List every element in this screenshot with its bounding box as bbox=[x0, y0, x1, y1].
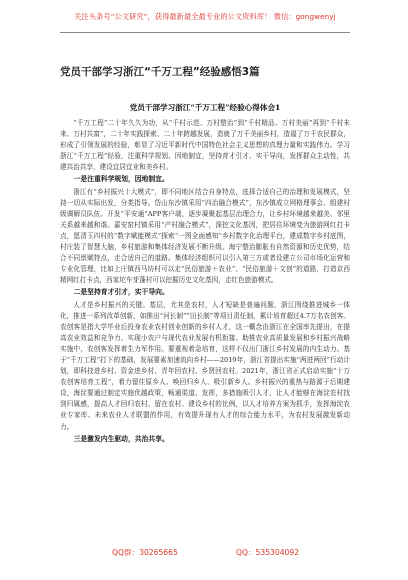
section-paragraph-1: 浙江有“乡村振兴十大模式”，即不同地区结合自身特点，选择合适自己的治理和发展模式，坚持一切从实际出发，分类指导。岱山东沙镇采用“四治融合模式”，东沙镇成立网格理事会、组建村级调解员队伍。开发“平安通”APP客户端，逐步凝聚起基层治理合力，让乡村环境越来越美、邻里关系越来越和谐。嘉安窑村镇采用“产村融合模式”，深挖文化基因，把居住环境变为旅游网红打卡点，愿清玉四村的“数字赋能模式”探索“一图全面感知”乡村数字化治理平台，建成数字乡村底图，村庄装了智慧大脑，乡村旅游和集体经济发展不断升级。海宁整治膨胀有自然资源和历史优势，结合不同禀赋特点，走合适自己的道路。集体经济组织可以引入第三方或者设建立公司市场化运营和专业化管理，比如上庄镇西马坊村可以走“民俗旅游＋农业”、“民俗旅游＋文创”的道路，打造京西精网红打卡点，西家坨车芽蓬村可以挖掘历史文化基因，走红色旅游模式。 bbox=[60, 187, 350, 285]
intro-paragraph: “千万工程”二十年久久为功，从“千村示范、万村整治”到“千村精品、万村美丽”再到“千村未来、万村共富”，二十年实践探索、二十年跨越发展，造就了万千美丽乡村，造福了万千农民群众，形成了引领发展的经验，彰显了习近平新时代中国特色社会主义思想的真理力量和实践伟力。学习浙江“千万工程”经验，注重科学规划、因地制宜，坚持育才引才、实干导向，发挥群众主动性，共建共治共享，建设宜居宜业和美乡村。 bbox=[60, 119, 350, 172]
article-body bbox=[60, 118, 350, 446]
header-divider bbox=[60, 32, 350, 33]
article-subtitle: 党员干部学习浙江“千万工程”经验心得体会1 bbox=[129, 103, 281, 112]
footer-qq-number: QQ：535304092 bbox=[236, 548, 300, 557]
footer-qq-group: QQ群：30265665 bbox=[112, 548, 178, 557]
section-heading-2: 二是坚持育才引才，实干导向。 bbox=[73, 288, 169, 297]
section-paragraph-2: 人才是乡村振兴的关键。基层，尤其是农村，人才短缺是普遍问题，浙江围绕推进城乡一体化，推进一系列改革创新，如推出“河长制”“田长制”等项目责任制，累计培育超过4.7万名农创客。农创客是指大学毕业后投身农业农村创业创新的乡村人才，这一概念由浙江在全国率先提出，在提高农业效益和竞争力、实现小农户与现代农业发展有机衔接、助推农业高质量发展和乡村振兴战略实施中，农创客发挥着生力军作用。要重视着急培育，这样不仅出门浙江乡村发展的内生动力。基于“千万工程”打下的基础，发展要素加速流向乡村——2019年，浙江省提出实施“两进两回”行动计划，即科技进乡村、资金进乡村、青年回农村、乡贤回农村。2021年，浙江省正式启动实施“十万农创客培育工程”，着力留住原乡人、唤回归乡人、吸引新乡人。乡村振兴的重热与路源于后期建设，海淀要通过制定实施优越政策，畅通渠道、发挥，多措施吸引人才，让人才能够在海淀农村找到归属感，提高人才回归农村、留在农村、建设乡村的比例，以人才培养方案为抓手，发挥海淀农业专家库、未来农业人才联盟的作用，有效提升现有人才的综合能力水平，为农村发展激发新动力。 bbox=[60, 300, 350, 431]
section-heading-3: 三是激发内生驱动，共治共享。 bbox=[73, 434, 169, 443]
header-notice[interactable]: 关注头条号“公文研究”，获得最新最全最专业的公文资料库！ 微信：gongwenyj bbox=[74, 12, 336, 21]
section-heading-1: 一是注重科学规划，因地制宜。 bbox=[73, 175, 169, 184]
page-title: 党员干部学习浙江“千万工程”经验感悟3篇 bbox=[60, 66, 260, 78]
